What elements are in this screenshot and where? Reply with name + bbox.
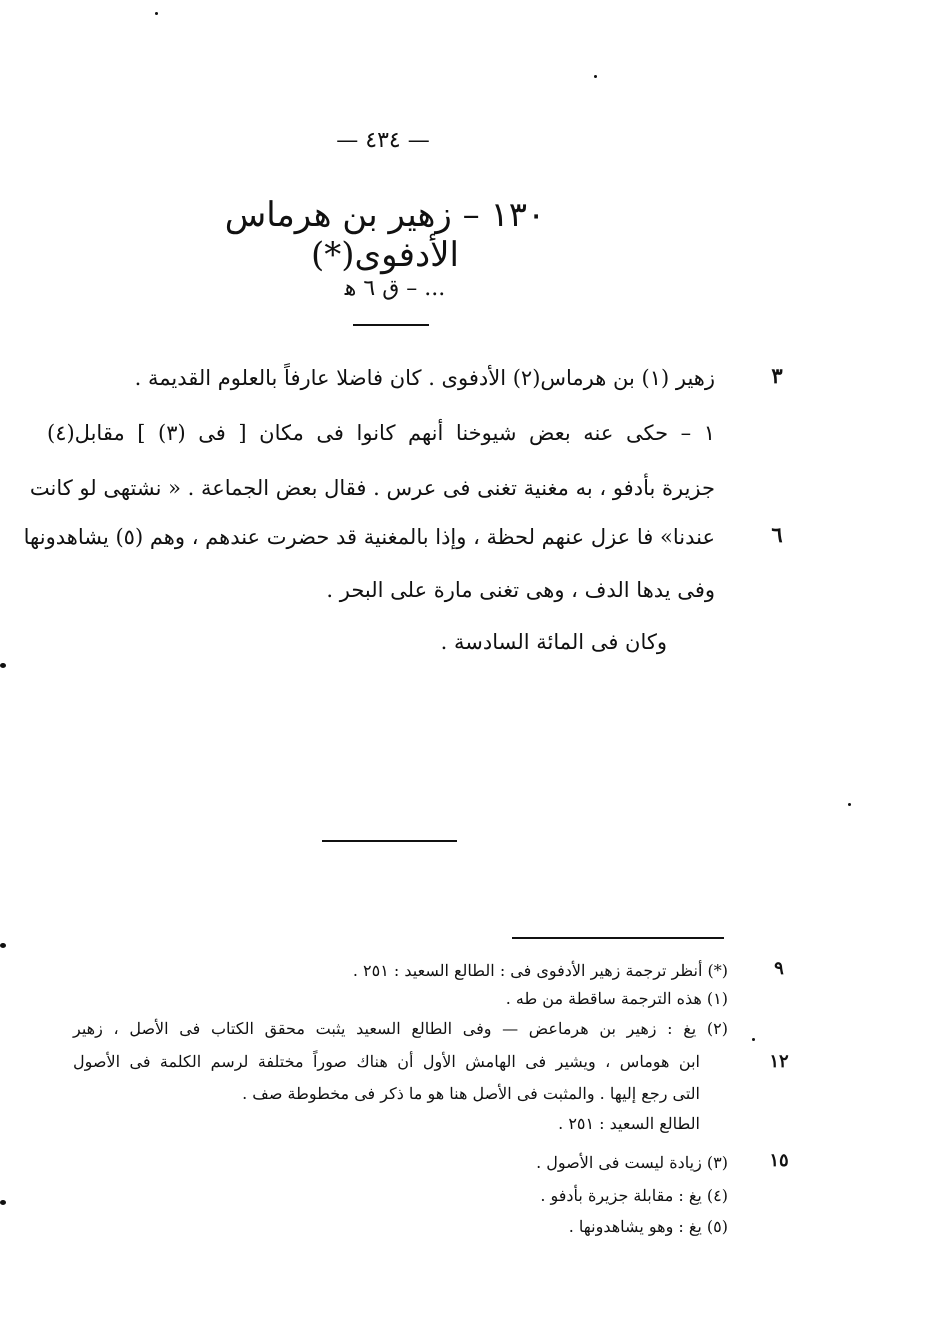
- biography-title: ١٣٠ – زهير بن هرماس الأدفوى(*): [224, 195, 546, 275]
- section-divider: [322, 840, 457, 842]
- footnote-line-5: التى رجع إليها . والمثبت فى الأصل هنا هو ما ذكر فى مخطوطة صف .: [242, 1084, 700, 1103]
- margin-line-number: ١٥: [769, 1150, 789, 1171]
- margin-line-number: ٣: [771, 363, 783, 388]
- scan-speck: [0, 1200, 6, 1205]
- body-line-5: وفى يدها الدف ، وهى تغنى مارة على البحر .: [326, 578, 715, 602]
- body-line-1: زهير (١) بن هرماس(٢) الأدفوى . كان فاضلا عارفاً بالعلوم القديمة .: [134, 366, 715, 390]
- footnote-line-7: (٣) زيادة ليست فى الأصول .: [536, 1153, 728, 1172]
- scan-speck: [0, 663, 6, 668]
- biography-dates: ... – ق ٦ ﻫ: [344, 276, 446, 301]
- footnote-line-4: ابن هوماس ، ويشير فى الهامش الأول أن هناك صوراً مختلفة لرسم الكلمة فى الأصول: [73, 1052, 700, 1071]
- body-line-3: جزيرة بأدفو ، به مغنية تغنى فى عرس . فقال بعض الجماعة . « نشتهى لو كانت: [29, 476, 715, 500]
- footnote-line-3: (٢) يغ : زهير بن هرماعض — وفى الطالع السعيد يثبت محقق الكتاب فى الأصل ، زهير: [73, 1019, 728, 1038]
- scan-speck: [594, 75, 597, 78]
- margin-line-number: ٩: [774, 958, 784, 979]
- body-line-2: ١ – حكى عنه بعض شيوخنا أنهم كانوا فى مكان [ فى (٣) ] مقابل(٤): [47, 421, 715, 445]
- footnote-line-8: (٤) يغ : مقابلة جزيرة بأدفو .: [540, 1186, 728, 1205]
- scan-speck: [155, 12, 158, 15]
- footnote-divider: [512, 937, 724, 939]
- body-line-4: عندنا» فا عزل عنهم لحظة ، وإذا بالمغنية قد حضرت عندهم ، وهم (٥) يشاهدونها: [23, 525, 715, 549]
- scan-speck: [752, 1038, 755, 1041]
- scan-speck: [0, 943, 6, 948]
- footnote-line-9: (٥) يغ : وهو يشاهدونها .: [568, 1217, 728, 1236]
- body-line-6: وكان فى المائة السادسة .: [440, 630, 667, 654]
- footnote-line-2: (١) هذه الترجمة ساقطة من طه .: [505, 989, 728, 1008]
- margin-line-number: ١٢: [769, 1051, 789, 1072]
- page-number: — ٤٣٤ —: [336, 128, 430, 153]
- footnote-line-6: الطالع السعيد : ٢٥١ .: [558, 1114, 700, 1133]
- scan-speck: [848, 803, 851, 806]
- margin-line-number: ٦: [771, 522, 783, 547]
- title-divider: [353, 324, 429, 326]
- footnote-line-1: (*) أنظر ترجمة زهير الأدفوى فى : الطالع السعيد : ٢٥١ .: [352, 961, 728, 980]
